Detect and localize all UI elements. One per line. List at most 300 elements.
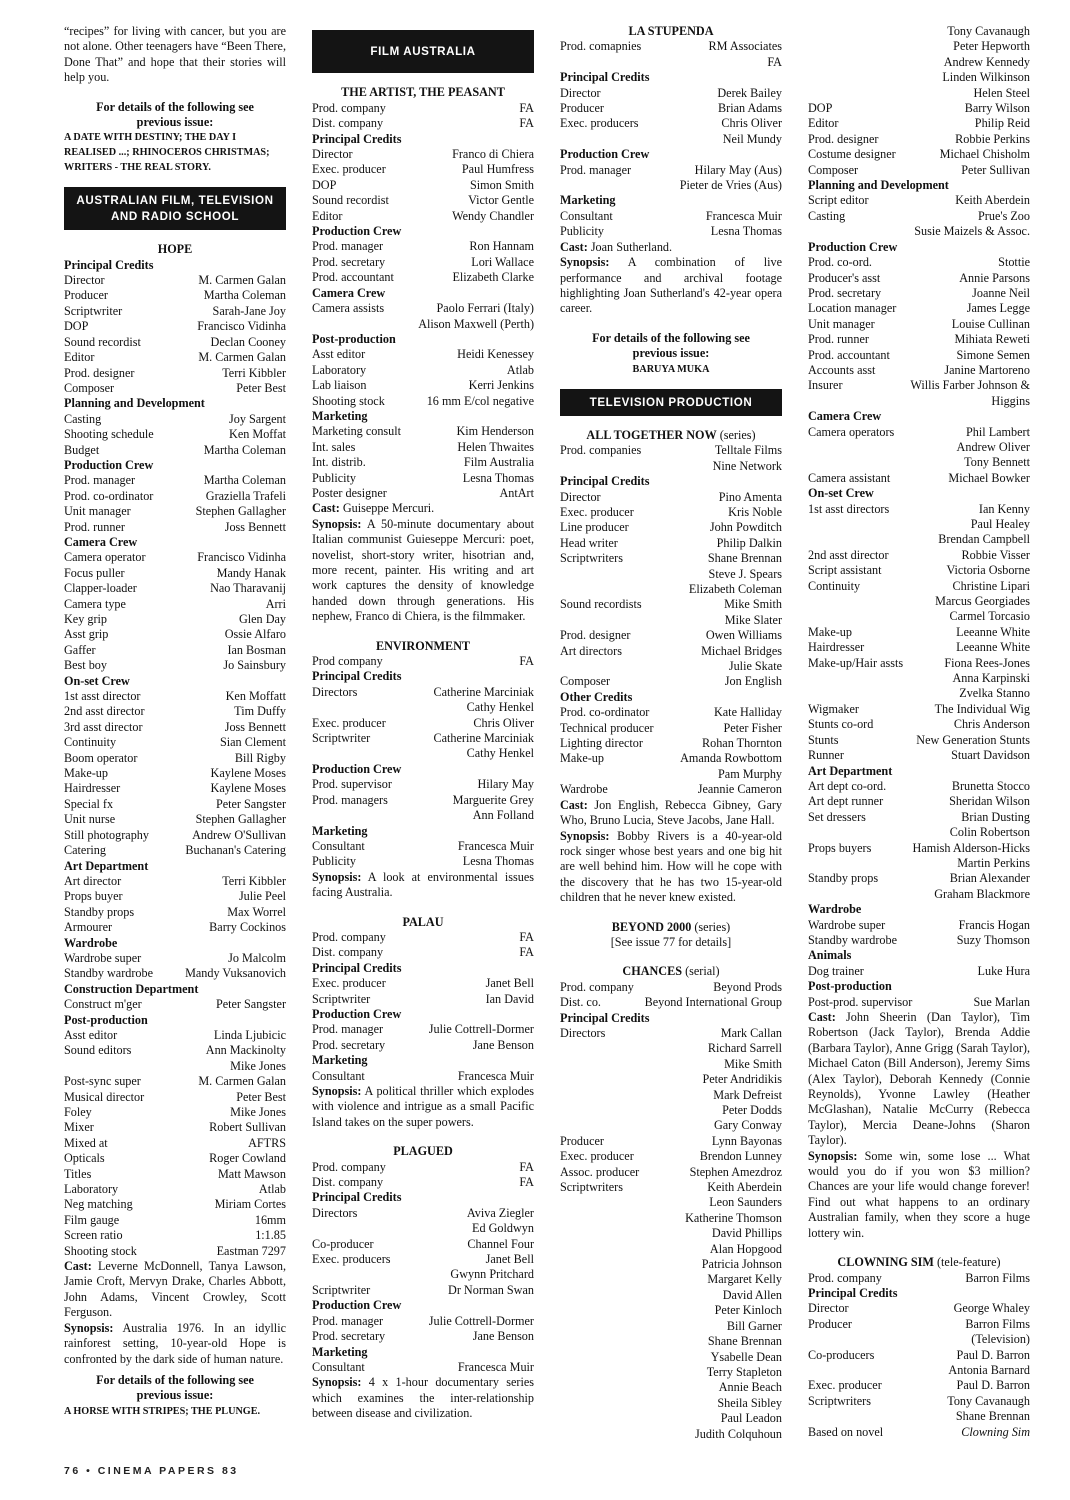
para-label: Cast: xyxy=(312,501,340,516)
credit-row xyxy=(560,995,782,1010)
credit-row xyxy=(560,86,782,101)
credit-row xyxy=(64,520,286,535)
credit-row xyxy=(808,841,1030,856)
section-heading: Construction Department xyxy=(64,981,199,996)
credit-name: Stephen Gallagher xyxy=(195,504,286,519)
credit-name: Sheridan Wilson xyxy=(949,794,1030,809)
credit-role: Stunts co-ord xyxy=(808,717,874,732)
credit-name: Francisco Vidinha xyxy=(197,319,286,334)
credit-name-continued: Julie Skate xyxy=(728,659,782,674)
credit-name: Willis Farber Johnson & xyxy=(910,378,1030,393)
credit-row xyxy=(312,440,534,455)
credit-name: Peter Fisher xyxy=(723,720,782,735)
credit-name: Peter Sullivan xyxy=(961,162,1030,177)
credit-row xyxy=(808,810,1030,825)
para-text: A combination of live performance and archival footage highlighting Joan Sutherland's 42-year opera career. xyxy=(560,255,782,316)
credit-role: Make-up xyxy=(560,751,604,766)
production-title xyxy=(808,1255,1030,1270)
credit-name: Brunetta Stocco xyxy=(951,778,1030,793)
credit-role: Make-up xyxy=(808,624,852,639)
credit-row xyxy=(64,1105,286,1120)
para-label: Synopsis: xyxy=(312,1375,362,1390)
credit-row xyxy=(808,1317,1030,1332)
credit-row xyxy=(808,1348,1030,1363)
credit-row xyxy=(808,332,1030,347)
credit-row xyxy=(64,1090,286,1105)
credit-role: Composer xyxy=(64,380,115,395)
credit-role: Post-sync super xyxy=(64,1074,141,1089)
credit-row xyxy=(64,366,286,381)
credit-name: Brian Adams xyxy=(718,101,782,116)
credit-row xyxy=(64,843,286,858)
credit-role: Mixed at xyxy=(64,1135,108,1150)
credit-name: George Whaley xyxy=(953,1301,1030,1316)
para-text: John Sheerin (Dan Taylor), Tim Robertson (Jack Taylor), Brenda Addie (Barbara Taylor), Anne Grigg (Sarah Taylor), Michael Caton (Bill Anderson), Jeremy Sims (Alex Taylor), Deborah Kennedy (Connie Reynolds), Yvonne Lawley (Heather McGlashan), Natalie McCurry (Rebecca Taylor), Mercia Deane-Johns (Sharon Taylor). xyxy=(808,1010,1030,1148)
credit-role: Unit nurse xyxy=(64,812,116,827)
credit-role: 2nd asst director xyxy=(808,547,889,562)
credit-row xyxy=(312,777,534,792)
credit-role: Prod. company xyxy=(808,1270,882,1285)
credit-name-continued: Andrew Kennedy xyxy=(943,54,1030,69)
credit-role: Art dept co-ord. xyxy=(808,778,887,793)
credit-role: Prod. companies xyxy=(560,443,642,458)
credit-role: Scriptwriter xyxy=(64,303,123,318)
credit-role: Prod. company xyxy=(312,100,386,115)
credit-row xyxy=(312,193,534,208)
credit-row xyxy=(312,731,534,746)
credit-row xyxy=(64,1167,286,1182)
credit-row xyxy=(312,116,534,131)
credit-row xyxy=(808,378,1030,393)
credit-row xyxy=(808,363,1030,378)
previous-issue-heading: For details of the following see previous issue: xyxy=(96,99,254,130)
credit-row xyxy=(808,193,1030,208)
credit-role: Consultant xyxy=(312,838,365,853)
credit-row xyxy=(312,363,534,378)
credit-name: Julie Cottrell-Dormer xyxy=(428,1313,534,1328)
credit-role: Publicity xyxy=(312,854,357,869)
credit-name: Terri Kibbler xyxy=(222,873,286,888)
previous-issue-heading: For details of the following see previous issue: xyxy=(592,330,750,361)
credit-name: Rohan Thornton xyxy=(701,736,782,751)
section-heading: Planning and Development xyxy=(808,178,949,193)
credit-role: Best boy xyxy=(64,658,107,673)
credit-name-continued: Neil Mundy xyxy=(722,131,782,146)
credit-role: Prod. company xyxy=(312,1159,386,1174)
credit-row xyxy=(312,178,534,193)
credit-name: Catherine Marciniak xyxy=(433,731,534,746)
credit-row xyxy=(808,717,1030,732)
para-label: Synopsis: xyxy=(312,516,362,531)
credit-row xyxy=(560,551,782,566)
credit-name-continued: Steve J. Spears xyxy=(708,566,782,581)
credit-name: Jon English xyxy=(724,674,782,689)
credit-row xyxy=(64,643,286,658)
credit-role: Exec. producer xyxy=(808,1378,882,1393)
production-format: (tele-feature) xyxy=(933,1255,1001,1270)
credit-row xyxy=(312,255,534,270)
credit-row xyxy=(312,839,534,854)
credit-name: Sarah-Jane Joy xyxy=(212,303,286,318)
credit-role: Scriptwriters xyxy=(560,1180,623,1195)
credit-role: Publicity xyxy=(560,224,605,239)
credit-name: Lesna Thomas xyxy=(462,854,534,869)
credit-name: Annie Parsons xyxy=(959,270,1030,285)
credit-name: Kate Halliday xyxy=(713,705,782,720)
production-title xyxy=(560,920,782,935)
synopsis-paragraph xyxy=(64,1321,286,1367)
credit-row xyxy=(64,273,286,288)
credit-role: Prod. manager xyxy=(560,162,632,177)
credit-role: Camera assistant xyxy=(808,470,891,485)
credit-row xyxy=(64,612,286,627)
credit-role: Costume designer xyxy=(808,147,896,162)
credit-name-continued: Margaret Kelly xyxy=(707,1272,782,1287)
credit-name-continued: Alison Maxwell (Perth) xyxy=(418,316,534,331)
credit-role: Wardrobe xyxy=(560,782,608,797)
production-format: (series) xyxy=(691,919,731,934)
credit-row xyxy=(312,1069,534,1084)
credit-row xyxy=(64,889,286,904)
credit-row xyxy=(64,473,286,488)
credit-name-continued: Tony Cavanaugh xyxy=(947,24,1030,38)
credit-name: Dr Norman Swan xyxy=(448,1282,534,1297)
credit-role: Casting xyxy=(64,411,102,426)
credit-name: FA xyxy=(519,945,534,960)
credit-role: Consultant xyxy=(560,208,613,223)
credit-name: Andrew O'Sullivan xyxy=(192,827,286,842)
credit-name: FA xyxy=(519,1175,534,1190)
credit-row xyxy=(312,1329,534,1344)
credit-name: Franco di Chiera xyxy=(452,147,534,162)
credit-name: Shane Brennan xyxy=(707,551,782,566)
credit-role: Int. sales xyxy=(312,439,356,454)
credit-name: Derek Bailey xyxy=(717,85,782,100)
credit-role: Composer xyxy=(560,674,611,689)
credit-role: Prod. secretary xyxy=(312,1329,386,1344)
credit-row xyxy=(560,628,782,643)
credit-row xyxy=(64,797,286,812)
credit-row xyxy=(560,536,782,551)
credit-role: DOP xyxy=(808,101,833,116)
credit-name-continued: Peter Dodds xyxy=(722,1103,782,1117)
credit-name-continued: Alan Hopgood xyxy=(709,1241,782,1256)
credit-row xyxy=(64,704,286,719)
synopsis-paragraph xyxy=(312,1375,534,1421)
credit-role: Wardrobe super xyxy=(64,950,142,965)
credit-role: Line producer xyxy=(560,520,629,535)
credit-role: Set dressers xyxy=(808,809,866,824)
credit-row xyxy=(560,39,782,54)
credit-name-continued: Terry Stapleton xyxy=(706,1364,782,1379)
previous-issue-list: A HORSE WITH STRIPES; THE PLUNGE. xyxy=(64,1405,261,1417)
credit-name: Joanne Neil xyxy=(972,285,1030,300)
section-heading: Production Crew xyxy=(808,239,898,254)
cast-paragraph xyxy=(560,240,782,255)
credit-role: Make-up/Hair assts xyxy=(808,655,904,670)
credit-role: Runner xyxy=(808,748,844,763)
credit-role: Directors xyxy=(560,1025,606,1040)
credit-name: FA xyxy=(519,116,534,131)
credit-name: Stephen Gallagher xyxy=(195,812,286,827)
credit-row xyxy=(808,918,1030,933)
credit-role: Prod. designer xyxy=(808,131,879,146)
credit-name: Michael Bowker xyxy=(948,470,1030,485)
credit-role: Prod. co-ord. xyxy=(808,255,872,270)
para-label: Cast: xyxy=(560,239,588,254)
credit-name: Francesca Muir xyxy=(457,1359,534,1374)
credit-row xyxy=(808,163,1030,178)
credit-role: Asst editor xyxy=(312,347,366,362)
credit-row xyxy=(808,1378,1030,1393)
para-label: Synopsis: xyxy=(560,255,610,270)
credit-name: M. Carmen Galan xyxy=(198,273,286,288)
credit-name: Film Australia xyxy=(463,455,534,470)
para-text: Jon English, Rebecca Gibney, Gary Who, Bruno Lucia, Steve Jacobs, Jane Hall. xyxy=(560,797,782,828)
section-heading: Production Crew xyxy=(312,1006,402,1021)
credit-row xyxy=(808,132,1030,147)
credit-role: Director xyxy=(560,489,601,504)
credit-role: Poster designer xyxy=(312,485,387,500)
credit-name: Keith Aberdein xyxy=(707,1180,782,1195)
credit-row xyxy=(64,504,286,519)
credit-row xyxy=(64,1213,286,1228)
credit-role: DOP xyxy=(312,177,337,192)
credit-row xyxy=(64,828,286,843)
credit-name-continued: Pam Murphy xyxy=(718,766,782,781)
section-heading: Principal Credits xyxy=(312,131,402,146)
section-heading: Principal Credits xyxy=(312,1190,402,1205)
credit-role: Prod. runner xyxy=(808,332,869,347)
credit-role: Wigmaker xyxy=(808,701,859,716)
credit-role: Armourer xyxy=(64,920,113,935)
credit-role: Prod. manager xyxy=(312,1022,384,1037)
credit-row xyxy=(560,782,782,797)
credit-role: Camera type xyxy=(64,596,126,611)
credit-name: Bill Rigby xyxy=(234,750,286,765)
credit-name: Prue's Zoo xyxy=(978,208,1030,223)
credit-role: Shooting stock xyxy=(312,393,385,408)
note-text: [See issue 77 for details] xyxy=(610,934,732,949)
para-text: A look at environmental issues facing Australia. xyxy=(312,869,534,900)
para-label: Synopsis: xyxy=(808,1148,858,1163)
credit-name-continued: Ysabelle Dean xyxy=(710,1349,782,1364)
credit-name: FA xyxy=(519,100,534,115)
credit-row xyxy=(808,579,1030,594)
production-title xyxy=(560,24,782,39)
section-heading: Camera Crew xyxy=(312,285,386,300)
credit-name: Beyond Prods xyxy=(713,979,782,994)
credit-name: Buchanan's Catering xyxy=(185,843,286,858)
section-heading: Production Crew xyxy=(312,224,402,239)
credit-role: Prod company xyxy=(312,654,383,669)
production-title-text: ALL TOGETHER NOW xyxy=(586,427,717,442)
credit-row xyxy=(560,705,782,720)
credit-row xyxy=(312,854,534,869)
credit-row xyxy=(64,1197,286,1212)
credit-row xyxy=(312,239,534,254)
credit-row xyxy=(808,871,1030,886)
credit-role: Prod. supervisor xyxy=(312,777,392,792)
credit-name-continued: Gary Conway xyxy=(713,1118,782,1133)
credit-name-continued: Paul Healey xyxy=(970,517,1030,531)
credit-row xyxy=(560,721,782,736)
credit-role: Insurer xyxy=(808,378,843,393)
credit-name: Francesca Muir xyxy=(457,1068,534,1083)
credit-name: Aviva Ziegler xyxy=(466,1205,534,1220)
credit-row xyxy=(64,627,286,642)
credit-name: Christine Lipari xyxy=(952,578,1030,593)
credit-name: Barry Wilson xyxy=(964,101,1030,116)
credit-name: FA xyxy=(519,1159,534,1174)
credit-name: Ann Mackinolty xyxy=(205,1043,286,1058)
credit-role: Prod. company xyxy=(560,979,634,994)
credit-name: Martha Coleman xyxy=(203,473,286,488)
credit-name: RM Associates xyxy=(708,39,782,54)
credit-name: Louise Cullinan xyxy=(951,316,1030,331)
credit-name: Hamish Alderson-Hicks xyxy=(912,840,1030,855)
credit-role: Lighting director xyxy=(560,736,643,751)
credit-name: Peter Best xyxy=(236,1089,286,1104)
para-label: Cast: xyxy=(64,1259,92,1274)
credit-name: Mike Jones xyxy=(230,1105,286,1119)
credit-role: Key grip xyxy=(64,612,107,626)
credit-name: Ian Bosman xyxy=(227,642,286,657)
credit-row xyxy=(64,997,286,1012)
credit-role: Prod. secretary xyxy=(312,254,386,269)
credit-row xyxy=(312,147,534,162)
column-4 xyxy=(808,24,1030,1440)
credit-role: Opticals xyxy=(64,1151,105,1166)
credit-row xyxy=(560,1149,782,1164)
credit-row xyxy=(312,945,534,960)
credit-name-continued: (Television) xyxy=(971,1332,1030,1347)
credit-role: Camera operator xyxy=(64,550,146,565)
credit-name: Fiona Rees-Jones xyxy=(944,655,1030,670)
credit-role: Prod. manager xyxy=(312,1313,384,1328)
credit-row xyxy=(808,779,1030,794)
credit-role: Dog trainer xyxy=(808,963,864,978)
para-text: Leverne McDonnell, Tanya Lawson, Jamie Croft, Mervyn Drake, Charles Abbott, John Adams, Vincent Crowley, Scott Ferguson. xyxy=(64,1259,286,1320)
synopsis-paragraph xyxy=(312,517,534,625)
credit-name: Kerri Jenkins xyxy=(468,378,534,393)
page-footer: 76 • CINEMA PAPERS 83 xyxy=(64,1465,239,1477)
credit-name: Paolo Ferrari (Italy) xyxy=(436,301,534,316)
credit-name: Francis Hogan xyxy=(958,917,1030,932)
credit-role: Musical director xyxy=(64,1089,145,1104)
credit-name: M. Carmen Galan xyxy=(198,1074,286,1089)
credit-row xyxy=(808,101,1030,116)
credit-name: Lori Wallace xyxy=(471,254,534,269)
credit-name: Philip Dalkin xyxy=(716,535,782,550)
credit-role: Props buyers xyxy=(808,840,872,855)
credit-name: Helen Thwaites xyxy=(457,439,534,454)
credit-name-continued: Shane Brennan xyxy=(955,1409,1030,1424)
section-heading: Animals xyxy=(808,948,852,963)
credit-name-continued: Nine Network xyxy=(712,458,782,473)
credit-name: Keith Aberdein xyxy=(955,193,1030,208)
credit-name: Chris Anderson xyxy=(953,717,1030,732)
production-title-text: BEYOND 2000 xyxy=(611,919,692,934)
credit-role: Clapper-loader xyxy=(64,581,137,596)
credit-name-continued: Shane Brennan xyxy=(707,1334,782,1349)
previous-issue-heading: For details of the following see previous issue: xyxy=(96,1372,254,1403)
credit-row xyxy=(808,425,1030,440)
credit-row xyxy=(808,209,1030,224)
credit-name: Telltale Films xyxy=(714,443,782,458)
credit-role: Dist. co. xyxy=(560,995,601,1010)
credit-row xyxy=(560,1165,782,1180)
credit-name: Barron Films xyxy=(965,1270,1030,1285)
section-heading: Marketing xyxy=(312,1344,368,1359)
credit-row xyxy=(64,1228,286,1243)
credit-role: Art director xyxy=(64,873,122,888)
credit-name: Michael Bridges xyxy=(701,643,782,658)
credit-role: Casting xyxy=(808,208,846,223)
credit-role: Based on novel xyxy=(808,1424,884,1439)
credit-name-continued: Susie Maizels & Assoc. xyxy=(914,224,1030,239)
credit-name: Tony Cavanaugh xyxy=(947,1393,1030,1408)
credit-role: Prod. accountant xyxy=(312,270,394,285)
production-title-text: LA STUPENDA xyxy=(628,24,714,38)
credit-name: Jane Benson xyxy=(472,1329,534,1344)
credit-name: Leeanne White xyxy=(956,640,1030,655)
section-heading: Production Crew xyxy=(312,761,402,776)
credit-role: Scriptwriter xyxy=(312,1282,371,1297)
credit-role: Art directors xyxy=(560,643,622,658)
credit-row xyxy=(560,1026,782,1041)
credit-name-continued: Annie Beach xyxy=(718,1380,782,1395)
credit-name-continued: Bill Garner xyxy=(726,1318,782,1333)
section-heading: Marketing xyxy=(560,193,616,208)
credit-name: Robbie Perkins xyxy=(955,131,1030,146)
credit-role: Prod. company xyxy=(312,929,386,944)
cast-paragraph xyxy=(808,1010,1030,1149)
credit-row xyxy=(560,597,782,612)
credit-role: Special fx xyxy=(64,796,114,811)
credit-name: Mandy Vuksanovich xyxy=(185,966,286,981)
credit-name: John Powditch xyxy=(709,520,782,535)
credit-role: Sound recordist xyxy=(64,334,141,349)
credit-role: Dist. company xyxy=(312,116,384,131)
credit-row xyxy=(64,304,286,319)
credit-role: Standby props xyxy=(64,904,135,919)
credit-name: Barron Films xyxy=(965,1316,1030,1331)
cast-paragraph xyxy=(312,501,534,516)
credit-name: Francisco Vidinha xyxy=(197,550,286,565)
credit-role: Accounts asst xyxy=(808,362,876,377)
credit-name: Brian Alexander xyxy=(949,871,1030,886)
credit-row xyxy=(64,1043,286,1058)
credit-role: Props buyer xyxy=(64,889,123,904)
credit-row xyxy=(64,874,286,889)
credit-name: Janine Martoreno xyxy=(944,362,1030,377)
credit-name: Atlab xyxy=(258,1182,286,1197)
credit-row xyxy=(808,548,1030,563)
credit-name: AntArt xyxy=(499,485,534,500)
para-text: Bobby Rivers is a 40-year-old rock singer whose best years and one big hit are well behind him. How will he cope with the discovery that he has two 15-year-old children that he never knew existed. xyxy=(560,828,782,905)
credit-role: Prod. manager xyxy=(312,239,384,254)
credit-row xyxy=(64,443,286,458)
credit-role: Prod. designer xyxy=(560,628,631,643)
credit-name: Brian Dusting xyxy=(961,809,1030,824)
para-text: A 50-minute documentary about Italian communist Guieseppe Mercuri: poet, novelist, short-story writer, hisotrian and, more recent, painter. His writing and art work captures the density of knowledge handed down through generations. His nephew, Franco di Chiera, is the filmmaker. xyxy=(312,516,534,624)
credit-role: Producer xyxy=(808,1316,852,1331)
para-text: Guiseppe Mercuri. xyxy=(339,501,435,516)
production-title xyxy=(312,639,534,654)
credit-row xyxy=(808,995,1030,1010)
credit-role: Exec. producers xyxy=(312,1252,391,1267)
